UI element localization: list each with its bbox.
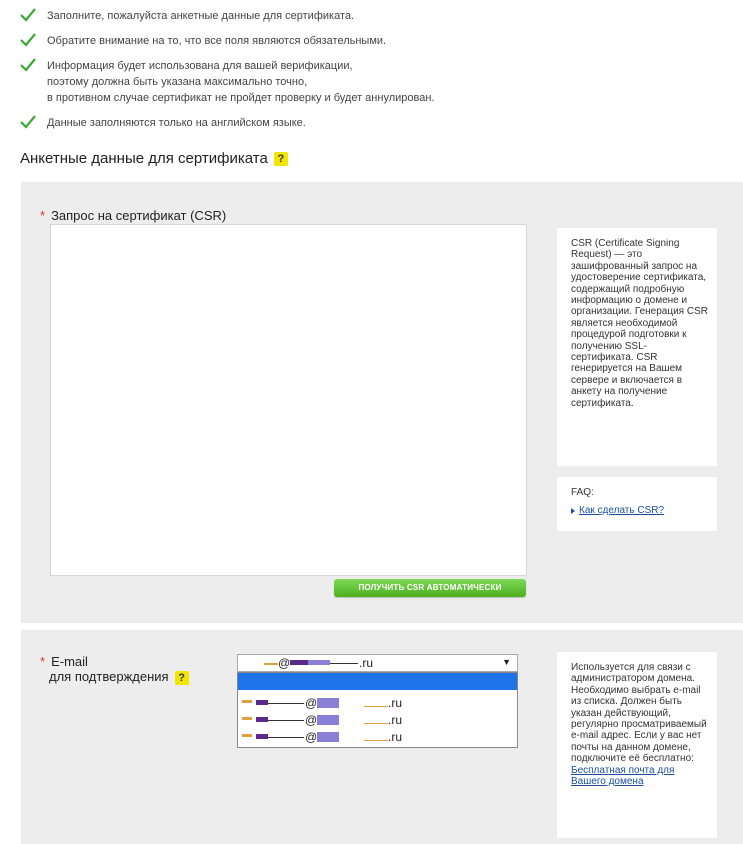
check-icon [20, 58, 36, 72]
arrow-right-icon [571, 508, 575, 514]
redacted-text [290, 660, 308, 665]
redacted-text [268, 720, 304, 721]
email-label-line1: E-mail [51, 654, 88, 669]
redacted-text [256, 700, 268, 705]
section-title-text: Анкетные данные для сертификата [20, 150, 268, 167]
redacted-text [317, 732, 339, 742]
instruction-item [20, 115, 434, 131]
redacted-text [317, 715, 339, 725]
instruction-text: Информация будет использована для вашей верификации, [47, 60, 353, 72]
redacted-text [242, 734, 252, 737]
email-info-text: Используется для связи с администратором домена. Необходимо выбрать e-mail из списка. Должен быть указан действующий, регулярно просматриваемый e-mail адрес. Если у вас нет почты на данном домене, подключите её бесплатно: [571, 662, 707, 765]
instruction-text: Заполните, пожалуйста анкетные данные для сертификата. [47, 10, 355, 22]
email-at: @ [305, 713, 318, 727]
redacted-text [364, 706, 388, 707]
csr-textarea[interactable] [50, 224, 527, 576]
faq-link[interactable] [571, 505, 709, 516]
email-at: @ [305, 730, 318, 744]
redacted-text [264, 663, 278, 665]
faq-label: FAQ: [571, 487, 594, 498]
redacted-text [268, 737, 304, 738]
email-dropdown[interactable] [237, 672, 518, 748]
csr-panel [21, 182, 743, 623]
email-info-card [557, 652, 717, 838]
redacted-text [242, 700, 252, 703]
instruction-item [20, 58, 434, 106]
help-icon[interactable]: ? [274, 152, 288, 166]
faq-card [557, 477, 717, 531]
email-at: @ [278, 656, 291, 670]
free-mail-link[interactable]: Бесплатная почта для Вашего домена [571, 764, 675, 788]
email-domain: .ru [359, 656, 374, 670]
check-icon [20, 8, 36, 22]
redacted-text [364, 723, 388, 724]
check-icon [20, 115, 36, 129]
csr-label [40, 208, 226, 223]
dropdown-option-highlighted[interactable] [238, 673, 517, 690]
dropdown-option[interactable] [238, 695, 517, 711]
instruction-item [20, 8, 434, 24]
section-title [20, 150, 288, 167]
instruction-text: Обратите внимание на то, что все поля являются обязательными. [47, 35, 387, 47]
email-label [40, 654, 189, 685]
email-panel [21, 630, 743, 844]
get-csr-auto-button[interactable]: ПОЛУЧИТЬ CSR АВТОМАТИЧЕСКИ [334, 579, 526, 597]
dropdown-option[interactable] [238, 729, 517, 745]
redacted-text [317, 698, 339, 708]
email-at: @ [305, 696, 318, 710]
instruction-text: в противном случае сертификат не пройдет проверку и будет аннулирован. [47, 92, 435, 104]
instruction-text: поэтому должна быть указана максимально точно, [47, 76, 308, 88]
redacted-text [308, 660, 330, 665]
email-domain: .ru [388, 713, 403, 727]
redacted-text [330, 663, 358, 664]
redacted-text [242, 717, 252, 720]
csr-info-card [557, 228, 717, 466]
faq-link-text: Как сделать CSR? [579, 505, 665, 517]
dropdown-option[interactable] [238, 712, 517, 728]
required-mark: * [40, 654, 46, 669]
redacted-text [256, 717, 268, 722]
email-label-line2: для подтверждения [49, 669, 169, 684]
instructions-list [20, 8, 434, 140]
help-icon[interactable]: ? [175, 671, 189, 685]
redacted-text [268, 703, 304, 704]
required-mark: * [40, 208, 46, 223]
csr-info-text: CSR (Certificate Signing Request) — это зашифрованный запрос на удостоверение сертификата, содержащий подробную информацию о домене и организации. Генерация CSR является необходимой процедурой подготовки к получению SSL-сертификата. CSR генерируется на Вашем сервере и включается в анкету на получение сертификата. [571, 238, 708, 409]
email-domain: .ru [388, 730, 403, 744]
csr-label-text: Запрос на сертификат (CSR) [51, 208, 227, 223]
email-select[interactable] [237, 654, 518, 672]
redacted-text [364, 740, 388, 741]
check-icon [20, 33, 36, 47]
instruction-text: Данные заполняются только на английском языке. [47, 117, 306, 129]
redacted-text [256, 734, 268, 739]
email-domain: .ru [388, 696, 403, 710]
chevron-down-icon[interactable]: ▼ [502, 657, 511, 667]
instruction-item [20, 33, 434, 49]
